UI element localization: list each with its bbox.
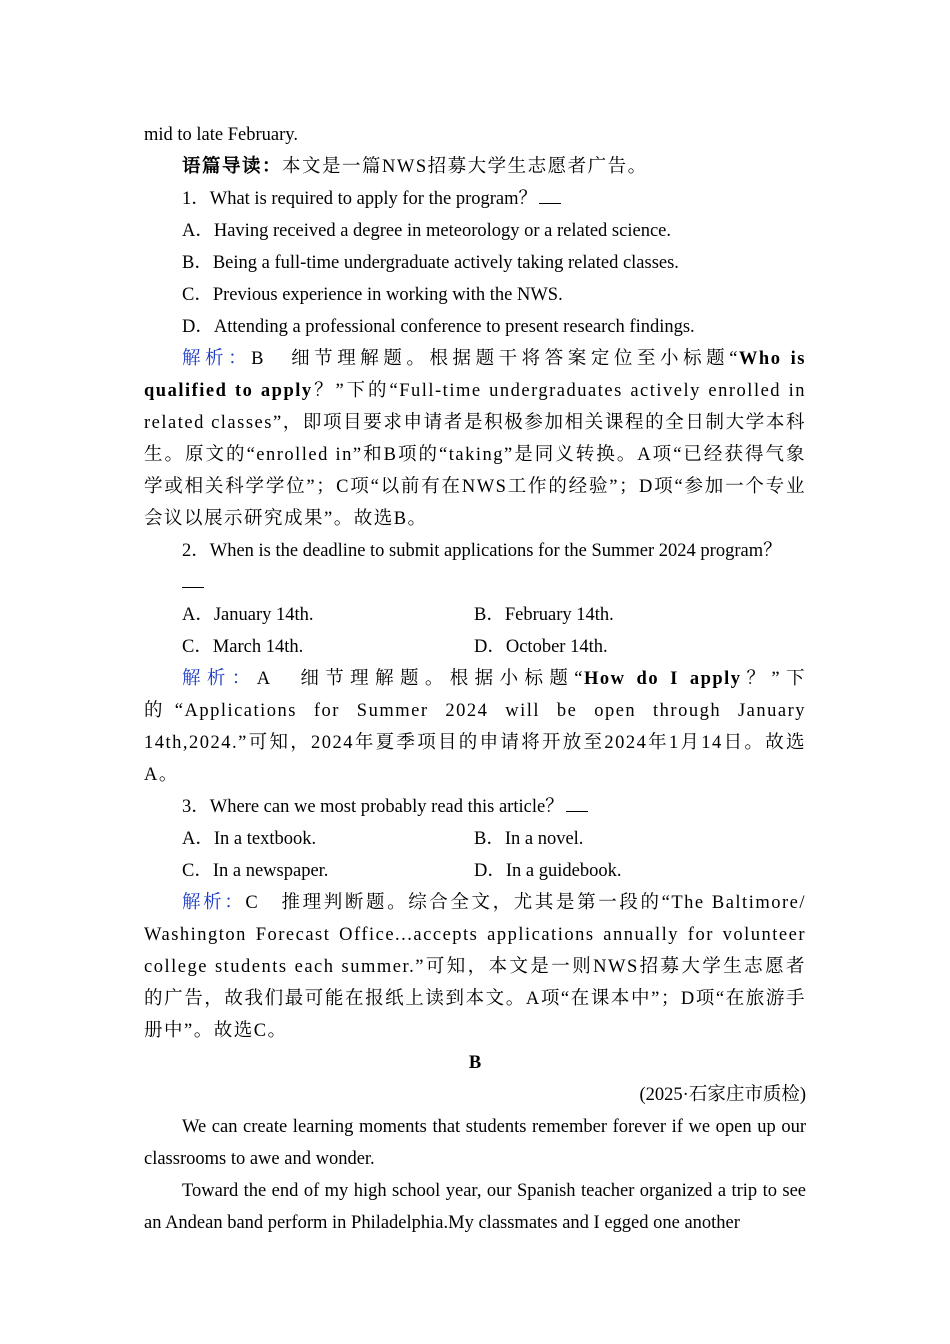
analysis-label: 解析： bbox=[182, 669, 257, 689]
q3-stem-text: 3．Where can we most probably read this article？ bbox=[182, 797, 564, 817]
q2-option-a: A．January 14th. bbox=[182, 605, 314, 625]
q3-option-b: B．In a novel. bbox=[474, 829, 584, 849]
q1-analysis-answer: B 细节理解题。根据题干将答案定位至小标题“ bbox=[251, 349, 739, 369]
q1-option-d: D．Attending a professional conference to present research findings. bbox=[182, 317, 695, 337]
q1-stem bbox=[144, 183, 806, 215]
q2-analysis-answer: A 细节理解题。根据小标题“ bbox=[256, 669, 585, 689]
q3-stem bbox=[144, 791, 806, 823]
q2-option-d: D．October 14th. bbox=[474, 637, 608, 657]
document-page bbox=[144, 119, 806, 1239]
section-b-source: (2025·石家庄市质检) bbox=[639, 1085, 806, 1105]
analysis-label: 解析： bbox=[182, 893, 246, 913]
q2-stem-text: 2．When is the deadline to submit applications for the Summer 2024 program？ bbox=[182, 541, 782, 561]
q2-analysis-bold: How do I apply bbox=[584, 669, 742, 689]
q3-options-row-1 bbox=[144, 823, 806, 855]
q1-analysis-rest: ？”下的“Full-time undergraduates actively enrolled in related classes”，即项目要求申请者是积极参加相关课程的全日制大学本科生。原文的“enrolled in”和B项的“taking”是同义转换。A项“已经获得气象学或相关科学学位”；C项“以前有在NWS工作的经验”；D项“参加一个专业会议以展示研究成果”。故选B。 bbox=[144, 381, 806, 529]
answer-blank bbox=[182, 573, 204, 588]
q1-analysis bbox=[144, 343, 806, 535]
q1-stem-text: 1．What is required to apply for the program？ bbox=[182, 189, 537, 209]
q1-option-a: A．Having received a degree in meteorology or a related science. bbox=[182, 221, 671, 241]
q2-blank-line bbox=[144, 567, 806, 599]
q1-option-b: B．Being a full-time undergraduate actively taking related classes. bbox=[182, 253, 679, 273]
q1-option-c: C．Previous experience in working with the NWS. bbox=[182, 285, 563, 305]
q2-analysis-rest: ？”下的“Applications for Summer 2024 will be open through January 14th,2024.”可知，2024年夏季项目的申请将开放至2024年1月14日。故选A。 bbox=[144, 669, 806, 785]
q3-options-row-2 bbox=[144, 855, 806, 887]
q1-analysis-bold: Who is qualified to apply bbox=[144, 349, 806, 401]
answer-blank bbox=[566, 797, 588, 812]
section-b-heading: B bbox=[468, 1053, 482, 1073]
q2-options-row-1 bbox=[144, 599, 806, 631]
q3-option-c: C．In a newspaper. bbox=[182, 861, 329, 881]
passage-a-tail: mid to late February. bbox=[144, 125, 298, 145]
intro-text: 本文是一篇NWS招募大学生志愿者广告。 bbox=[282, 157, 648, 177]
q3-option-d: D．In a guidebook. bbox=[474, 861, 622, 881]
passage-b-paragraph-1: We can create learning moments that students remember forever if we open up our classrooms to awe and wonder. bbox=[144, 1117, 806, 1169]
q3-option-a: A．In a textbook. bbox=[182, 829, 317, 849]
intro-label: 语篇导读： bbox=[182, 157, 283, 177]
q2-options-row-2 bbox=[144, 631, 806, 663]
q3-analysis-text: C 推理判断题。综合全文，尤其是第一段的“The Baltimore/ Washington Forecast Office...accepts applications annually for volunteer college students each summer.”可知，本文是一则NWS招募大学生志愿者的广告，故我们最可能在报纸上读到本文。A项“在课本中”；D项“在旅游手册中”。故选C。 bbox=[144, 893, 806, 1041]
passage-b-paragraph-2: Toward the end of my high school year, our Spanish teacher organized a trip to see an Andean band perform in Philadelphia.My classmates and I egged one another bbox=[144, 1181, 806, 1233]
q2-option-b: B．February 14th. bbox=[474, 605, 614, 625]
q2-analysis bbox=[144, 663, 806, 791]
answer-blank bbox=[539, 189, 561, 204]
analysis-label: 解析： bbox=[182, 349, 252, 369]
intro-paragraph bbox=[144, 151, 806, 183]
q2-stem bbox=[144, 535, 806, 567]
q2-option-c: C．March 14th. bbox=[182, 637, 304, 657]
q3-analysis bbox=[144, 887, 806, 1047]
